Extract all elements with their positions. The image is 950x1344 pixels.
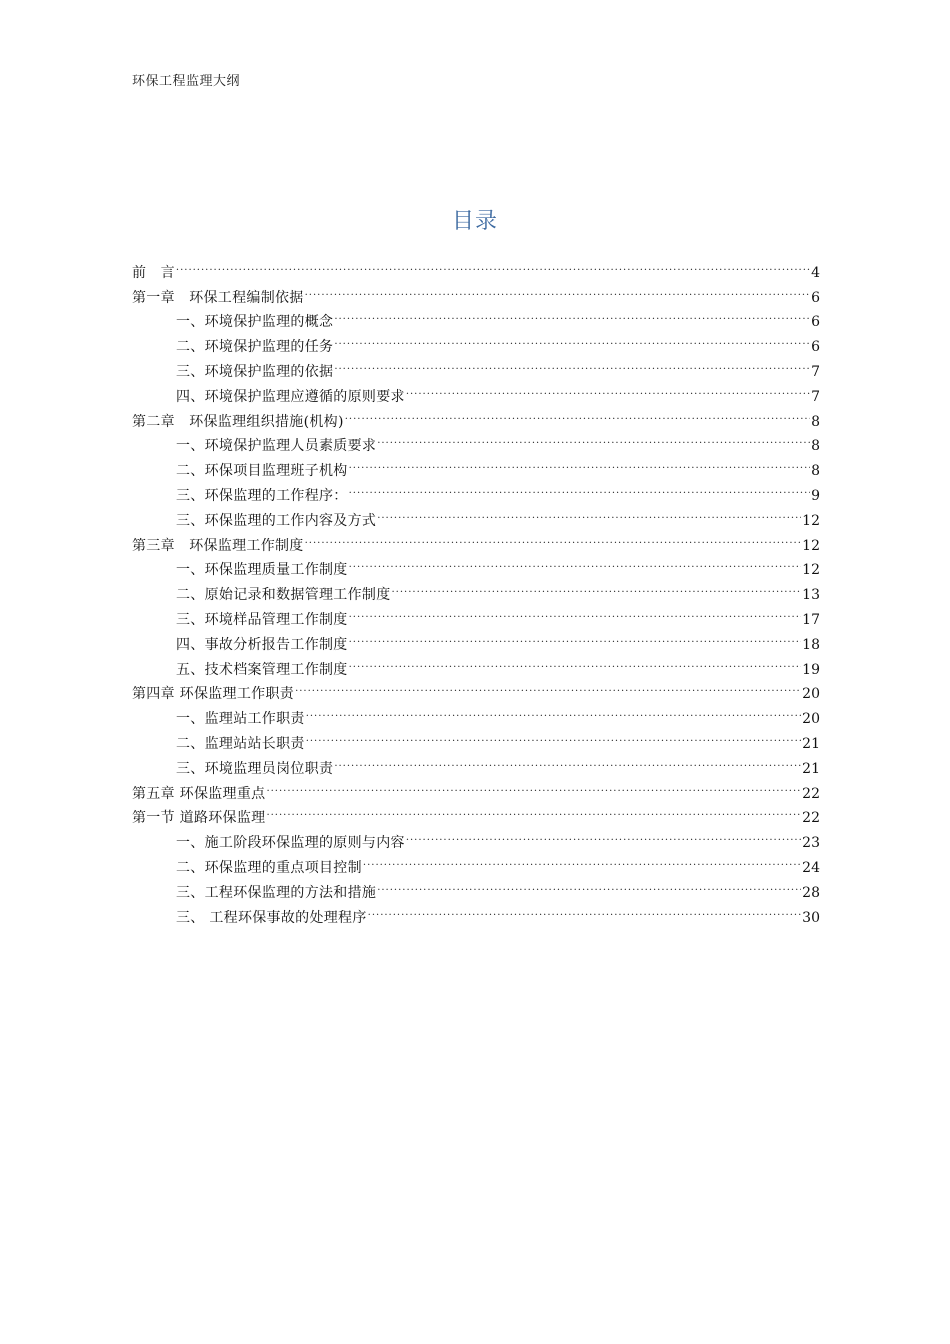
toc-entry-page-number: 20 — [802, 711, 820, 728]
toc-dot-leader — [334, 326, 810, 351]
toc-entry-page-number: 17 — [802, 611, 820, 628]
toc-entry-page-number: 12 — [802, 512, 820, 529]
toc-entry-label: 四、环境保护监理应遵循的原则要求 — [176, 388, 405, 405]
toc-entry-label: 前 言 — [132, 264, 175, 281]
toc-dot-leader — [176, 252, 810, 277]
toc-entry-label: 二、监理站站长职责 — [176, 735, 305, 752]
toc-entry-page-number: 4 — [811, 264, 820, 281]
toc-entry-label: 第四章 环保监理工作职责 — [132, 686, 295, 703]
toc-entry-label: 四、事故分析报告工作制度 — [176, 636, 348, 653]
toc-dot-leader — [295, 674, 801, 699]
toc-dot-leader — [377, 426, 810, 451]
toc-dot-leader — [406, 376, 810, 401]
toc-entry-page-number: 9 — [811, 487, 820, 504]
toc-entry-label: 三、工程环保监理的方法和措施 — [176, 884, 377, 901]
toc-entry-page-number: 8 — [811, 463, 820, 480]
toc-entry-label: 第一节 道路环保监理 — [132, 810, 266, 827]
toc-entry[interactable] — [132, 252, 820, 281]
toc-entry-label: 一、施工阶段环保监理的原则与内容 — [176, 835, 405, 852]
toc-entry-page-number: 21 — [802, 735, 820, 752]
toc-dot-leader — [349, 475, 810, 500]
toc-dot-leader — [345, 401, 810, 426]
toc-dot-leader — [349, 599, 802, 624]
toc-dot-leader — [349, 649, 802, 674]
toc-entry-page-number: 7 — [811, 363, 820, 380]
toc-dot-leader — [377, 500, 801, 525]
table-of-contents — [132, 252, 820, 926]
toc-entry-label: 二、原始记录和数据管理工作制度 — [176, 587, 391, 604]
toc-dot-leader — [334, 351, 810, 376]
toc-dot-leader — [349, 624, 802, 649]
toc-entry-page-number: 8 — [811, 413, 820, 430]
toc-entry-label: 三、环境监理员岗位职责 — [176, 760, 334, 777]
toc-entry-label: 第二章 环保监理组织措施(机构) — [132, 413, 344, 430]
toc-entry-label: 三、环境样品管理工作制度 — [176, 611, 348, 628]
toc-dot-leader — [334, 302, 810, 327]
toc-dot-leader — [306, 723, 801, 748]
toc-dot-leader — [363, 847, 801, 872]
toc-entry-page-number: 6 — [811, 339, 820, 356]
toc-entry-page-number: 6 — [811, 289, 820, 306]
toc-entry-label: 二、环保监理的重点项目控制 — [176, 859, 362, 876]
toc-entry-label: 一、环境保护监理人员素质要求 — [176, 438, 377, 455]
toc-dot-leader — [368, 897, 802, 922]
toc-title: 目录 — [451, 209, 498, 234]
toc-entry-label: 二、环保项目监理班子机构 — [176, 463, 348, 480]
toc-entry-page-number: 8 — [811, 438, 820, 455]
toc-dot-leader — [392, 574, 802, 599]
toc-entry-page-number: 18 — [802, 636, 820, 653]
toc-entry-label: 一、环保监理质量工作制度 — [176, 562, 348, 579]
toc-dot-leader — [305, 277, 810, 302]
toc-entry-label: 第五章 环保监理重点 — [132, 785, 266, 802]
toc-dot-leader — [266, 773, 801, 798]
toc-entry-label: 三、环保监理的工作内容及方式 — [176, 512, 377, 529]
toc-entry-label: 一、环境保护监理的概念 — [176, 314, 334, 331]
toc-entry-label: 第一章 环保工程编制依据 — [132, 289, 304, 306]
toc-entry-label: 一、监理站工作职责 — [176, 711, 305, 728]
toc-entry-label: 二、环境保护监理的任务 — [176, 339, 334, 356]
toc-entry-page-number: 12 — [802, 537, 820, 554]
toc-entry-label: 第三章 环保监理工作制度 — [132, 537, 304, 554]
toc-dot-leader — [406, 822, 801, 847]
toc-entry-label: 三、 工程环保事故的处理程序 — [176, 909, 367, 926]
toc-entry-label: 三、环保监理的工作程序： — [176, 487, 348, 504]
toc-entry-page-number: 12 — [802, 562, 820, 579]
toc-dot-leader — [377, 872, 801, 897]
toc-entry-page-number: 20 — [802, 686, 820, 703]
toc-entry-label: 三、环境保护监理的依据 — [176, 363, 334, 380]
toc-entry[interactable] — [132, 277, 820, 306]
toc-entry-page-number: 30 — [802, 909, 820, 926]
toc-entry-page-number: 28 — [802, 884, 820, 901]
toc-entry-page-number: 6 — [811, 314, 820, 331]
toc-dot-leader — [334, 748, 801, 773]
toc-entry-page-number: 22 — [802, 785, 820, 802]
toc-entry-page-number: 23 — [802, 835, 820, 852]
toc-dot-leader — [305, 525, 802, 550]
toc-dot-leader — [349, 550, 802, 575]
toc-entry-page-number: 7 — [811, 388, 820, 405]
page-header: 环保工程监理大纲 — [132, 74, 241, 89]
toc-entry-page-number: 13 — [802, 587, 820, 604]
toc-dot-leader — [349, 450, 810, 475]
toc-dot-leader — [306, 698, 801, 723]
toc-entry-page-number: 24 — [802, 859, 820, 876]
toc-entry-label: 五、技术档案管理工作制度 — [176, 661, 348, 678]
toc-dot-leader — [266, 798, 801, 823]
toc-entry-page-number: 22 — [802, 810, 820, 827]
toc-entry-page-number: 19 — [802, 661, 820, 678]
toc-entry-page-number: 21 — [802, 760, 820, 777]
